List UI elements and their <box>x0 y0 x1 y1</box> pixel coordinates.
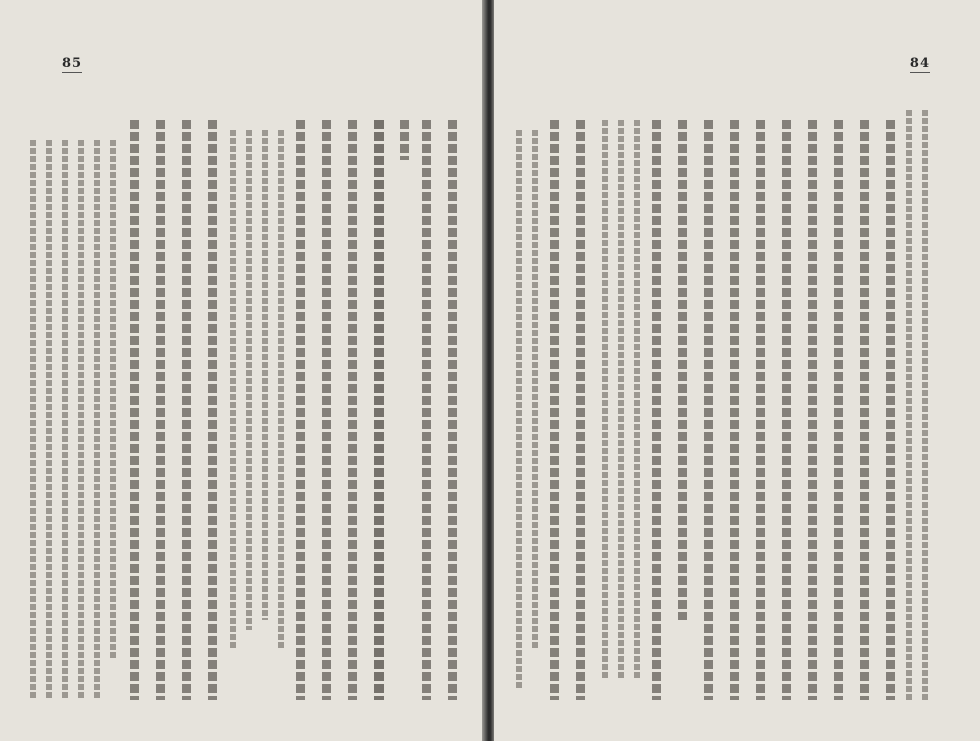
right-text-column <box>808 120 817 700</box>
left-text-column <box>230 130 236 650</box>
right-text-column <box>834 120 843 700</box>
left-text-column <box>130 120 139 700</box>
right-text-column <box>886 120 895 700</box>
left-page <box>0 0 486 741</box>
right-text-column <box>634 120 640 680</box>
left-text-column <box>156 120 165 700</box>
right-text-column <box>602 120 608 680</box>
left-text-column <box>374 120 384 700</box>
right-text-column <box>730 120 739 700</box>
right-text-column <box>860 120 869 700</box>
page-number-left: 85 <box>62 56 83 71</box>
page-number-right: 84 <box>909 56 930 71</box>
right-text-column <box>516 130 522 690</box>
left-text-column <box>246 130 252 630</box>
left-text-column <box>94 140 100 700</box>
right-text-column <box>532 130 538 650</box>
left-text-column <box>262 130 268 620</box>
left-text-column <box>278 130 284 650</box>
left-text-column <box>448 120 457 700</box>
left-text-column <box>422 120 431 700</box>
right-text-column <box>678 120 687 620</box>
right-page <box>494 0 980 741</box>
left-text-column <box>78 140 84 700</box>
left-text-column <box>110 140 116 660</box>
right-text-column <box>782 120 791 700</box>
left-text-column <box>46 140 52 700</box>
left-text-column <box>400 120 409 160</box>
left-text-column <box>182 120 191 700</box>
left-text-column <box>348 120 357 700</box>
left-text-column <box>208 120 217 700</box>
left-text-column <box>62 140 68 700</box>
left-text-column <box>296 120 305 700</box>
right-text-column <box>550 120 559 700</box>
right-text-column <box>906 110 912 700</box>
right-text-column <box>576 120 585 700</box>
right-text-column <box>652 120 661 700</box>
left-text-column <box>322 120 331 700</box>
left-text-column <box>30 140 36 700</box>
right-text-column <box>704 120 713 700</box>
right-text-column <box>756 120 765 700</box>
right-text-column <box>618 120 624 680</box>
right-text-column <box>922 110 928 700</box>
